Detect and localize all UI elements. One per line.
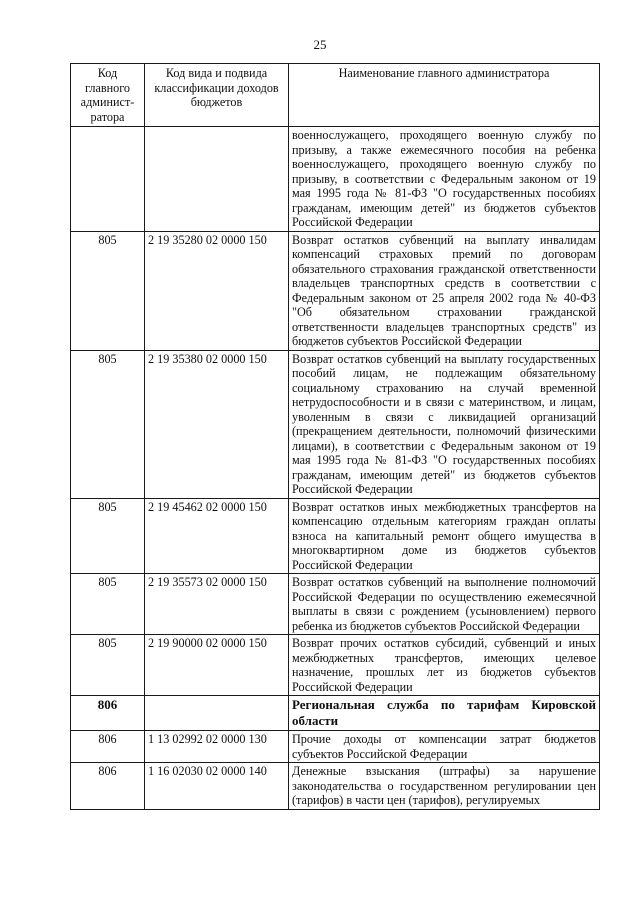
- classification-code-cell: 2 19 35380 02 0000 150: [145, 350, 289, 498]
- classification-code-cell: 1 16 02030 02 0000 140: [145, 763, 289, 810]
- header-administrator-name: Наименование главного администратора: [289, 64, 600, 127]
- admin-code-cell: 805: [71, 231, 145, 350]
- admin-code-cell: 805: [71, 574, 145, 635]
- administrator-name-cell: Прочие доходы от компенсации затрат бюджетов субъектов Российской Федерации: [289, 731, 600, 763]
- table-row: [71, 574, 600, 635]
- page-number: 25: [313, 37, 327, 52]
- classification-code-cell: 2 19 35573 02 0000 150: [145, 574, 289, 635]
- classification-code-cell: 1 13 02992 02 0000 130: [145, 731, 289, 763]
- admin-code-cell: 806: [71, 696, 145, 731]
- classification-code-cell: [145, 127, 289, 232]
- table-row: [71, 731, 600, 763]
- administrator-name-cell: Возврат остатков субвенций на выплату инвалидам компенсаций страховых премий по договорам обязательного страхования гражданской ответственности владельцев транспортных средств в соответствии с Федеральным законом от 25 апреля 2002 года № 40-ФЗ "Об обязательном страховании гражданской ответственности владельцев транспортных средств" из бюджетов субъектов Российской Федерации: [289, 231, 600, 350]
- admin-code-cell: [71, 127, 145, 232]
- admin-code-cell: 805: [71, 498, 145, 574]
- administrator-name-cell: Возврат прочих остатков субсидий, субвенций и иных межбюджетных трансфертов, имеющих целевое назначение, прошлых лет из бюджетов субъектов Российской Федерации: [289, 635, 600, 696]
- administrator-name-cell: Возврат остатков субвенций на выплату государственных пособий лицам, не подлежащим обязательному социальному страхованию на случай временной нетрудоспособности и в связи с материнством, и лицам, уволенным в связи с ликвидацией организаций (прекращением деятельности, полномочий физическими лицами), в соответствии с Федеральным законом от 19 мая 1995 года № 81-ФЗ "О государственных пособиях гражданам, имеющим детей" из бюджетов субъектов Российской Федерации: [289, 350, 600, 498]
- administrator-name-cell: Региональная служба по тарифам Кировской области: [289, 696, 600, 731]
- table-header-row: [71, 64, 600, 127]
- table-row-section-heading: [71, 696, 600, 731]
- admin-code-cell: 805: [71, 350, 145, 498]
- administrator-name-cell: военнослужащего, проходящего военную службу по призыву, а также ежемесячного пособия на ребенка военнослужащего, проходящего военную службу по призыву, в соответствии с Федеральным законом от 19 мая 1995 года № 81-ФЗ "О государственных пособиях гражданам, имеющим детей" из бюджетов субъектов Российской Федерации: [289, 127, 600, 232]
- table-row: [71, 127, 600, 232]
- classification-code-cell: [145, 696, 289, 731]
- header-admin-code: Код главного админист-ратора: [71, 64, 145, 127]
- table-row: [71, 763, 600, 810]
- table-row: [71, 350, 600, 498]
- admin-code-cell: 806: [71, 731, 145, 763]
- header-classification-code: Код вида и подвида классификации доходов бюджетов: [145, 64, 289, 127]
- table-row: [71, 498, 600, 574]
- administrator-name-cell: Возврат остатков субвенций на выполнение полномочий Российской Федерации по осуществлению ежемесячной выплаты в связи с рождением (усыновлением) первого ребенка из бюджетов субъектов Российской Федерации: [289, 574, 600, 635]
- admin-code-cell: 806: [71, 763, 145, 810]
- table-row: [71, 635, 600, 696]
- administrator-name-cell: Денежные взыскания (штрафы) за нарушение законодательства о государственном регулировании цен (тарифов) в части цен (тарифов), регулируемых: [289, 763, 600, 810]
- classification-code-cell: 2 19 90000 02 0000 150: [145, 635, 289, 696]
- administrator-name-cell: Возврат остатков иных межбюджетных трансфертов на компенсацию отдельным категориям граждан оплаты взноса на капитальный ремонт общего имущества в многоквартирном доме из бюджетов субъектов Российской Федерации: [289, 498, 600, 574]
- classification-code-cell: 2 19 45462 02 0000 150: [145, 498, 289, 574]
- revenue-administrators-table: [70, 63, 600, 810]
- classification-code-cell: 2 19 35280 02 0000 150: [145, 231, 289, 350]
- admin-code-cell: 805: [71, 635, 145, 696]
- table-row: [71, 231, 600, 350]
